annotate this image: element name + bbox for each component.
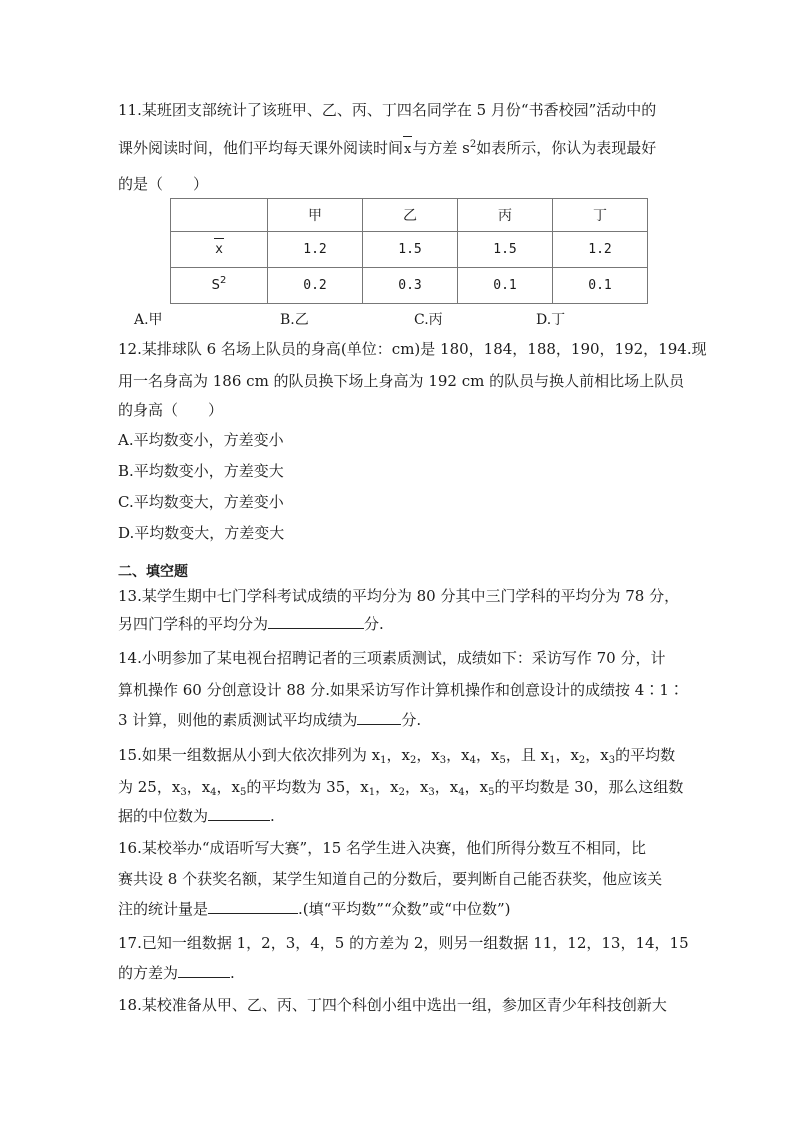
- q15-line-3a: 据的中位数为: [118, 807, 209, 825]
- q14-line-1: 14.小明参加了某电视台招聘记者的三项素质测试，成绩如下：采访写作 70 分，计: [118, 649, 666, 667]
- table-cell: 0.2: [268, 268, 363, 304]
- q13-line-2: [118, 614, 384, 634]
- section-title: 二、填空题: [118, 564, 188, 580]
- x-bar-symbol: x: [215, 242, 223, 257]
- table-cell: 0.3: [363, 268, 458, 304]
- q12-option-c: C.平均数变大，方差变小: [118, 493, 284, 511]
- table-header-row: [171, 199, 648, 232]
- q11-line-1: 11.某班团支部统计了该班甲、乙、丙、丁四名同学在 5 月份“书香校园”活动中的: [118, 101, 657, 119]
- table-cell: 0.1: [553, 268, 648, 304]
- q11-line-3: 的是（ ）: [118, 175, 209, 193]
- variance-sup: 2: [219, 275, 227, 286]
- q11-table: [170, 198, 648, 304]
- table-cell: 1.5: [458, 232, 553, 268]
- q11-line-2-sup: 2: [469, 139, 477, 150]
- q13-line-2b: 分.: [364, 615, 384, 633]
- q12-option-d: D.平均数变大，方差变大: [118, 524, 285, 542]
- answer-blank[interactable]: [208, 806, 270, 821]
- q18-line-1: 18.某校准备从甲、乙、丙、丁四个科创小组中选出一组，参加区青少年科技创新大: [118, 996, 667, 1014]
- q12-line-1: 12.某排球队 6 名场上队员的身高(单位：cm)是 180，184，188，190，192，194.现: [118, 340, 707, 358]
- table-header-cell: 乙: [363, 199, 458, 232]
- q15-line-1b: ，且 x: [505, 746, 550, 764]
- answer-blank[interactable]: [178, 963, 230, 978]
- q11-line-2a: 课外阅读时间，他们平均每天课外阅读时间: [118, 139, 404, 157]
- q13-line-2a: 另四门学科的平均分为: [118, 615, 269, 633]
- table-cell: 1.5: [363, 232, 458, 268]
- q14-line-3: [118, 710, 421, 730]
- q12-option-b: B.平均数变小，方差变大: [118, 462, 284, 480]
- table-cell: 1.2: [553, 232, 648, 268]
- q16-line-1: 16.某校举办“成语听写大赛”，15 名学生进入决赛，他们所得分数互不相同，比: [118, 839, 647, 857]
- q16-line-3a: 注的统计量是: [118, 900, 209, 918]
- q17-line-2a: 的方差为: [118, 964, 179, 982]
- q17-line-2: [118, 963, 235, 983]
- variance-label: S: [211, 278, 220, 293]
- q13-line-1: 13.某学生期中七门学科考试成绩的平均分为 80 分其中三门学科的平均分为 78 分，: [118, 587, 680, 605]
- table-cell: 0.1: [458, 268, 553, 304]
- q12-option-a: A.平均数变小，方差变小: [118, 431, 284, 449]
- x-bar-symbol: x: [403, 140, 412, 160]
- q15-line-2c: 的平均数是 30，那么这组数: [494, 778, 684, 796]
- q11-option-d: D.丁: [536, 312, 566, 328]
- q11-option-b: B.乙: [280, 312, 309, 328]
- q14-line-3b: 分.: [401, 711, 422, 729]
- row-label-mean: [171, 232, 268, 268]
- table-header-cell: 丁: [553, 199, 648, 232]
- q14-line-3a: 3 计算，则他的素质测试平均成绩为: [118, 711, 358, 729]
- q17-line-1: 17.已知一组数据 1，2，3，4，5 的方差为 2，则另一组数据 11，12，13，14，15: [118, 934, 689, 952]
- table-cell: 1.2: [268, 232, 363, 268]
- q11-line-2c: 如表所示，你认为表现最好: [476, 139, 657, 157]
- row-label-variance: [171, 268, 268, 304]
- table-header-cell: 甲: [268, 199, 363, 232]
- q16-line-3b: .(填“平均数”“众数”或“中位数”): [298, 900, 511, 918]
- answer-blank[interactable]: [268, 614, 364, 629]
- q17-line-2b: .: [230, 964, 235, 982]
- q11-line-2: [118, 138, 656, 160]
- q15-line-2a: 为 25，x: [118, 778, 181, 796]
- q12-line-2: 用一名身高为 186 cm 的队员换下场上身高为 192 cm 的队员与换人前相比场上队员: [118, 372, 685, 390]
- answer-blank[interactable]: [208, 899, 298, 914]
- answer-blank[interactable]: [357, 710, 401, 725]
- table-row-mean: [171, 232, 648, 268]
- q15-line-1a: 15.如果一组数据从小到大依次排列为 x: [118, 746, 381, 764]
- q15-line-3b: .: [270, 807, 275, 825]
- q15-line-2b: 的平均数为 35，x: [246, 778, 369, 796]
- q16-line-3: [118, 899, 511, 919]
- q16-line-2: 赛共设 8 个获奖名额，某学生知道自己的分数后，要判断自己能否获奖，他应该关: [118, 870, 663, 888]
- table-header-cell: 丙: [458, 199, 553, 232]
- table-row-variance: [171, 268, 648, 304]
- q11-option-a: A.甲: [134, 312, 163, 328]
- q15-line-3: [118, 806, 275, 826]
- q15-line-1c: 的平均数: [615, 746, 676, 764]
- q15-line-2: 为 25，$x_3$，$x_4$，$x_5$的平均数为 35，$x_1$，$x_2$，$x_3$，$x_4$，$x_5$的平均数是 30，那么这组数: [118, 778, 684, 798]
- q11-line-2b: 与方差 s: [412, 139, 470, 157]
- table-header-cell: [171, 199, 268, 232]
- q11-option-c: C.丙: [414, 312, 443, 328]
- q14-line-2: 算机操作 60 分创意设计 88 分.如果采访写作计算机操作和创意设计的成绩按 4∶1∶: [118, 681, 684, 699]
- q15-line-1: 15.如果一组数据从小到大依次排列为 $x_1$，$x_2$，$x_3$，$x_4$，$x_5$，且 $x_1$，$x_2$，$x_3$的平均数: [118, 746, 676, 766]
- q12-line-3: 的身高（ ）: [118, 401, 224, 419]
